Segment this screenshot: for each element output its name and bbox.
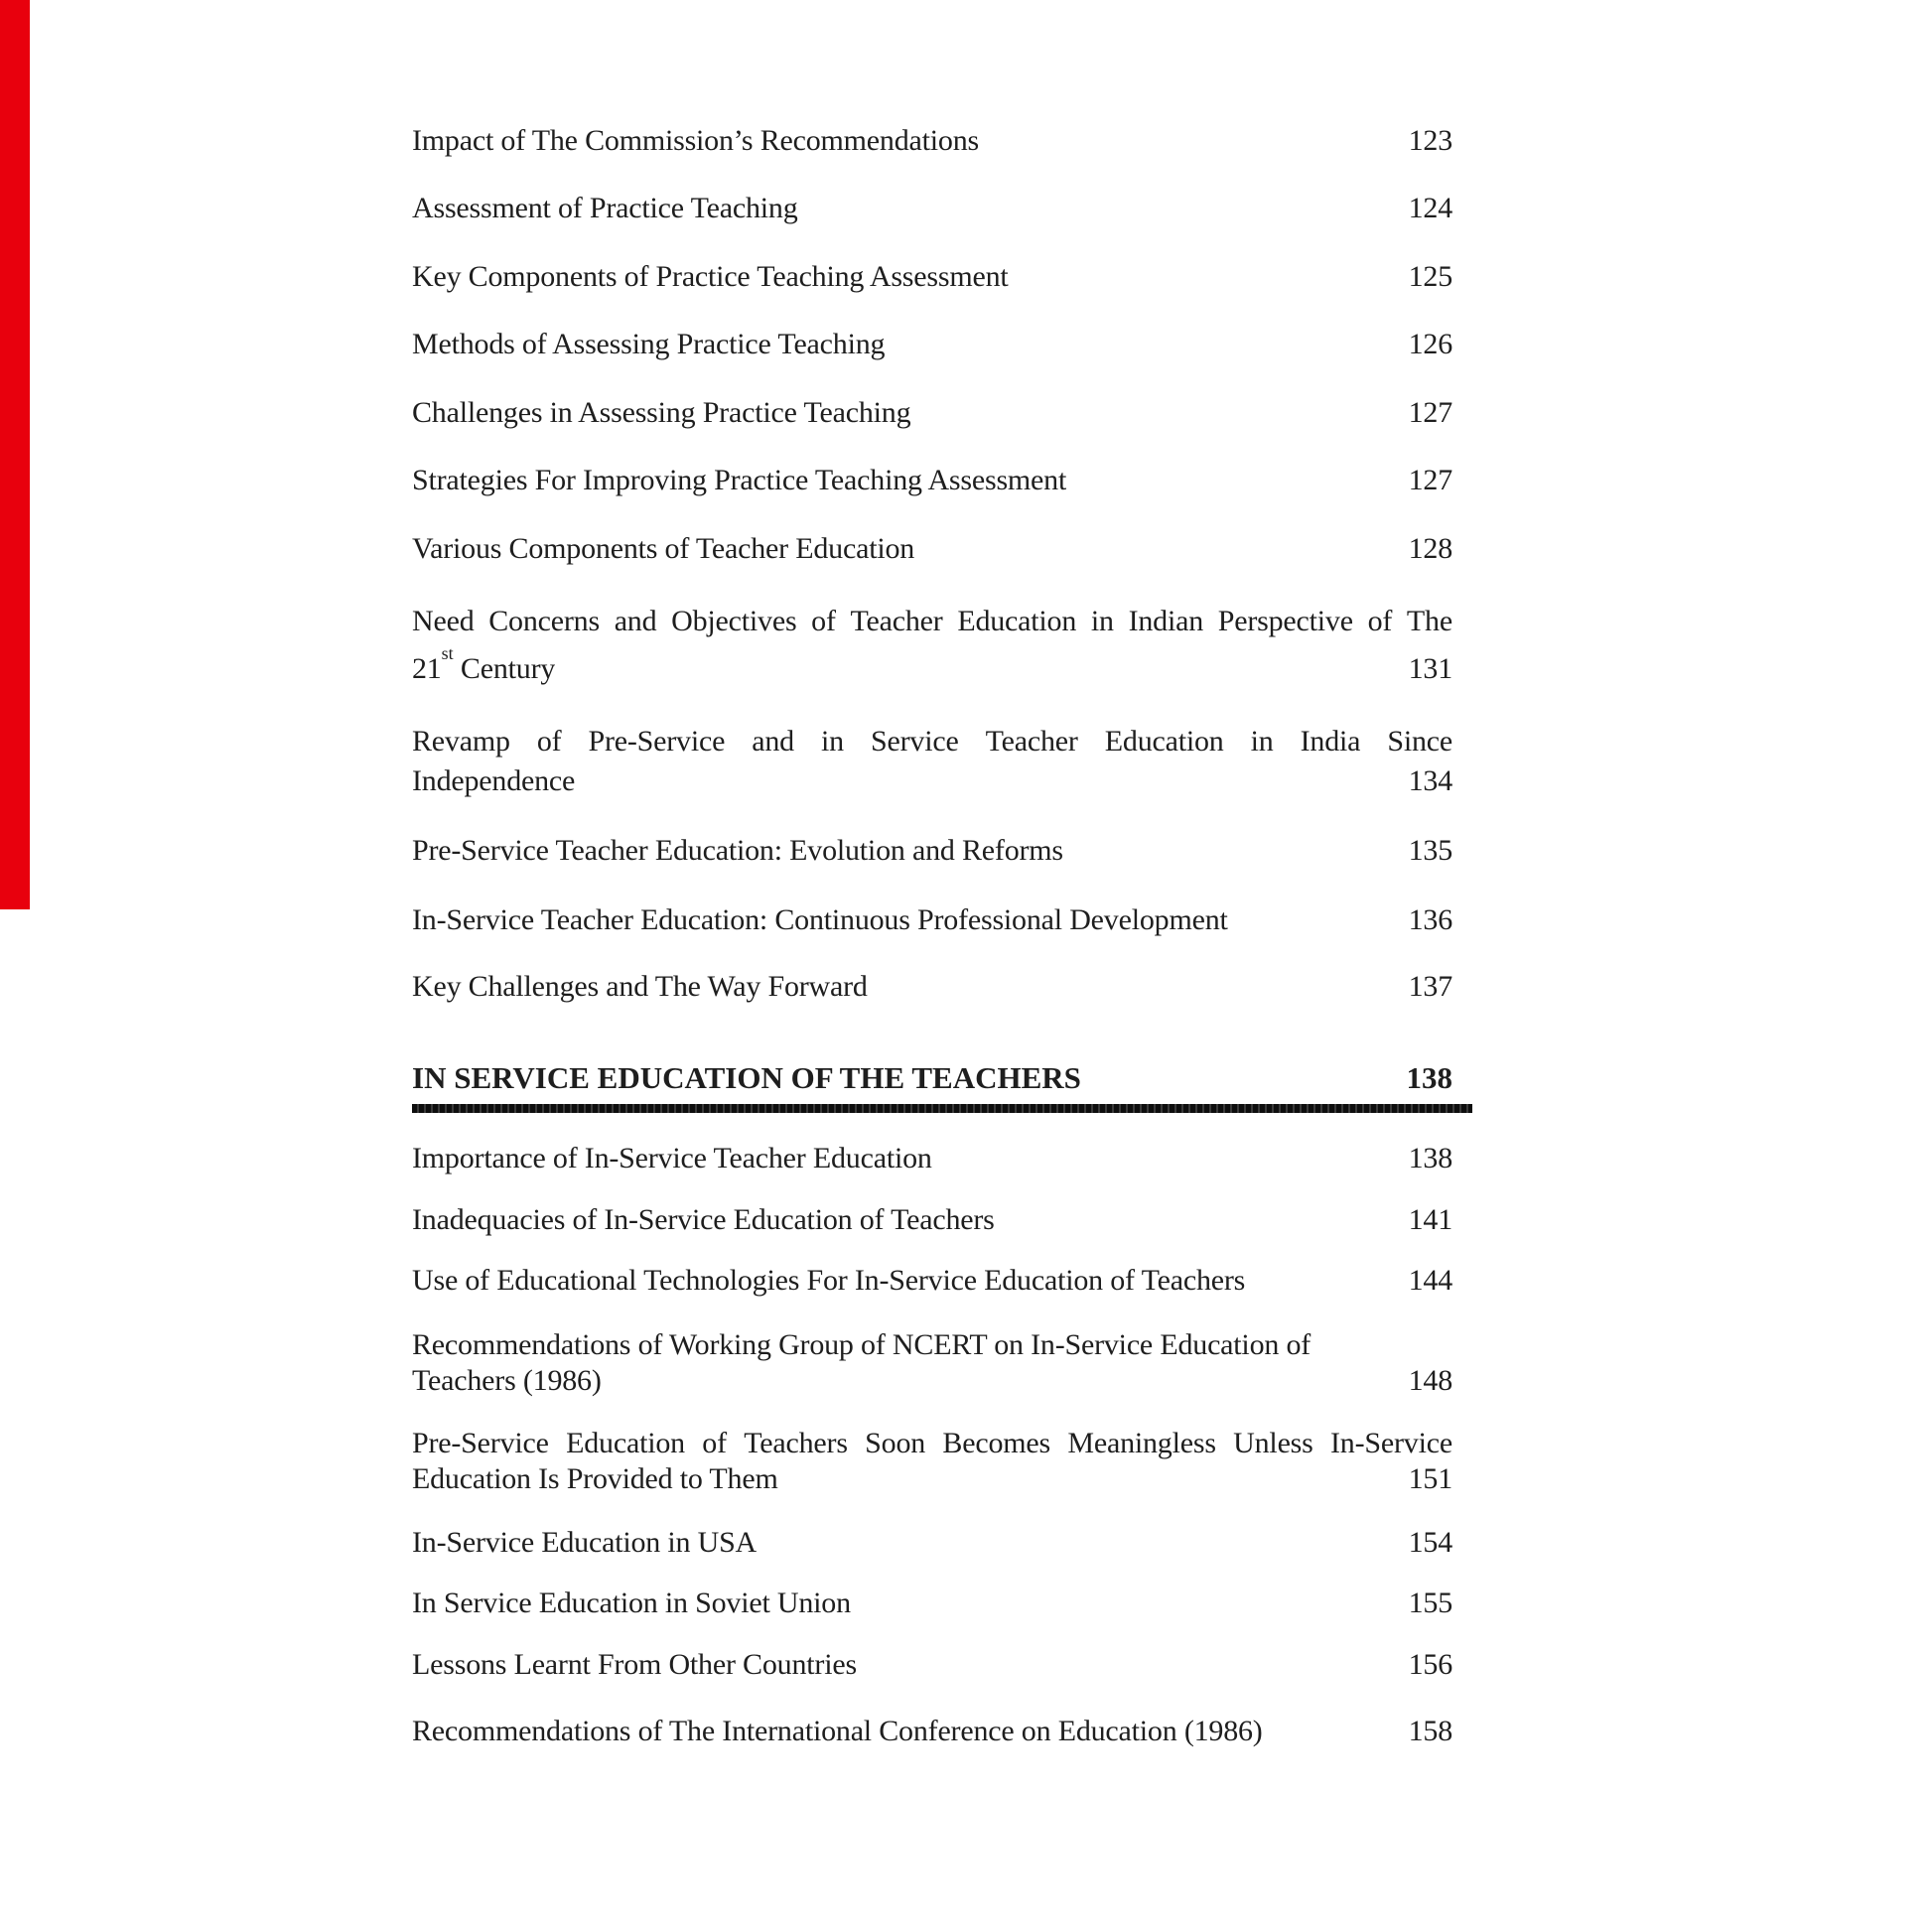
toc-entry-word: In-Service [1330,1427,1452,1459]
toc-page-number: 138 [1408,1142,1452,1174]
toc-entry-word: Service [871,725,959,758]
toc-entry-word: Indian [1128,605,1204,637]
toc-entry-word: Education [566,1427,685,1459]
toc-entry-word: Objectives [671,605,797,637]
toc-page-number: 154 [1408,1526,1452,1559]
toc-entry-word: Becomes [942,1427,1050,1459]
toc-entry-title-base: 21 [412,652,442,685]
toc-entry [412,967,1452,1007]
section-rule [412,1104,1472,1113]
toc-page-number: 126 [1408,328,1452,360]
toc-page-number: 135 [1408,834,1452,867]
toc-entry [412,393,1452,433]
toc-entry-last-line [412,1461,1452,1497]
toc-entry-word: and [752,725,794,758]
toc-entry-word: Perspective [1217,605,1353,637]
toc-entry-last-line [412,393,1452,433]
toc-page-number: 155 [1408,1587,1452,1619]
toc-entry-last-line [412,121,1452,161]
toc-page-number: 151 [1408,1462,1452,1495]
toc-entry-title: In-Service Education in USA [412,1526,758,1559]
toc-page-number: 128 [1408,532,1452,565]
toc-entry [412,1586,1452,1621]
toc-entry-word: and [614,605,657,637]
toc-entry-last-line [412,900,1452,940]
toc-entry-title: Key Components of Practice Teaching Assessment [412,260,1009,293]
toc-entry-title: Recommendations of The International Conference on Education (1986) [412,1715,1263,1747]
toc-entry [412,1327,1452,1399]
toc-entry-title-rest: Century [453,652,556,685]
toc-entry-last-line [412,831,1452,871]
toc-page-number: 156 [1408,1648,1452,1681]
toc-entry-last-line [412,325,1452,364]
toc-entry-word: of [811,605,836,637]
toc-entry-last-line [412,257,1452,297]
toc-entry-last-line [412,1647,1452,1683]
toc-entry-title: Importance of In-Service Teacher Education [412,1142,932,1174]
toc-entry-word: Pre-Service [412,1427,549,1459]
section-heading-row [412,1056,1452,1100]
toc-entry-last-line [412,967,1452,1007]
toc-entry-title-line [412,722,1452,761]
toc-entry-word: in [1090,605,1114,637]
toc-page-number: 124 [1408,192,1452,224]
toc-entry-last-line [412,761,1452,801]
toc-entry-title-line [412,602,1452,641]
toc-entry-title-line [412,1327,1452,1363]
toc-page-number: 134 [1408,764,1452,797]
toc-entry-word: India [1300,725,1361,758]
toc-entries-upper [412,121,1452,1007]
toc-entry-title: Recommendations of Working Group of NCERT on In-Service Education of [412,1328,1311,1361]
toc-entry-title: Education Is Provided to Them [412,1462,778,1495]
toc-page-number: 125 [1408,260,1452,293]
toc-entry [412,1263,1452,1299]
toc-entry-title: Methods of Assessing Practice Teaching [412,328,886,360]
section-heading-page-number: 138 [1406,1060,1452,1095]
toc-entry [412,722,1452,801]
toc-entry-word: The [1406,605,1452,637]
toc-entry-title-line [412,1426,1452,1461]
toc-entry-word: of [1367,605,1393,637]
toc-entry [412,529,1452,569]
toc-entry [412,461,1452,500]
toc-entry [412,1202,1452,1238]
toc-entry-title: In Service Education in Soviet Union [412,1587,851,1619]
toc-entry [412,189,1452,228]
toc-entry-last-line [412,1586,1452,1621]
toc-entry-word: of [536,725,562,758]
toc-entry-last-line [412,1263,1452,1299]
toc-entry-word: Meaningless [1067,1427,1216,1459]
toc-entry-title-superscript: st [441,643,454,664]
toc-entry-word: in [821,725,844,758]
toc-entry-last-line [412,1525,1452,1561]
toc-entry [412,1647,1452,1683]
toc-entry-last-line [412,189,1452,228]
toc-entry [412,1426,1452,1497]
toc-entry-last-line [412,529,1452,569]
toc-entry-word: Soon [865,1427,926,1459]
toc-entry-word: in [1250,725,1274,758]
toc-entry-word: Revamp [412,725,510,758]
toc-page-number: 148 [1408,1364,1452,1397]
toc-content [412,0,1452,1749]
toc-page-number: 131 [1408,652,1452,685]
toc-page-number: 136 [1408,903,1452,936]
toc-entry [412,602,1452,689]
toc-entry-title: Assessment of Practice Teaching [412,192,798,224]
toc-entry [412,1525,1452,1561]
toc-entry-word: of [702,1427,727,1459]
toc-entry-word: Teachers [744,1427,848,1459]
toc-entry-word: Since [1387,725,1452,758]
section-heading-title: IN SERVICE EDUCATION OF THE TEACHERS [412,1060,1081,1095]
toc-entry-word: Need [412,605,475,637]
page-edge-stripe [0,0,30,909]
toc-page-number: 127 [1408,464,1452,496]
toc-entry-last-line [412,1714,1452,1749]
toc-entry-last-line [412,1202,1452,1238]
toc-entry-title: Independence [412,764,576,797]
toc-page-number: 123 [1408,124,1452,157]
toc-entry [412,121,1452,161]
toc-entry-word: Teacher [850,605,943,637]
toc-entry-last-line [412,1363,1452,1399]
toc-entry-title: Lessons Learnt From Other Countries [412,1648,857,1681]
toc-entry-word: Teacher [985,725,1078,758]
toc-entry-title: Use of Educational Technologies For In-Service Education of Teachers [412,1264,1246,1297]
toc-entries-lower [412,1141,1452,1749]
toc-page-number: 127 [1408,396,1452,429]
toc-entry [412,325,1452,364]
toc-entry-title: Challenges in Assessing Practice Teaching [412,396,911,429]
toc-entry-title: Impact of The Commission’s Recommendations [412,124,979,157]
toc-entry-title: Various Components of Teacher Education [412,532,915,565]
toc-entry [412,1141,1452,1176]
toc-entry-last-line [412,1141,1452,1176]
toc-entry-title [412,641,555,689]
toc-page-number: 158 [1408,1715,1452,1747]
toc-entry-word: Unless [1233,1427,1313,1459]
toc-entry-title: Key Challenges and The Way Forward [412,970,868,1003]
toc-entry-word: Education [957,605,1077,637]
toc-entry-title: Teachers (1986) [412,1364,602,1397]
toc-entry [412,257,1452,297]
toc-entry-title: Pre-Service Teacher Education: Evolution and Reforms [412,834,1063,867]
toc-entry-title: Inadequacies of In-Service Education of Teachers [412,1203,995,1236]
toc-entry-last-line [412,461,1452,500]
toc-entry [412,1714,1452,1749]
toc-page-number: 137 [1408,970,1452,1003]
toc-entry-word: Pre-Service [588,725,726,758]
toc-entry-last-line [412,641,1452,689]
toc-page-number: 141 [1408,1203,1452,1236]
toc-entry-word: Concerns [488,605,600,637]
toc-entry-word: Education [1104,725,1224,758]
toc-entry [412,831,1452,871]
toc-entry-title: Strategies For Improving Practice Teaching Assessment [412,464,1067,496]
toc-entry-title: In-Service Teacher Education: Continuous Professional Development [412,903,1228,936]
toc-page-number: 144 [1408,1264,1452,1297]
toc-entry [412,900,1452,940]
